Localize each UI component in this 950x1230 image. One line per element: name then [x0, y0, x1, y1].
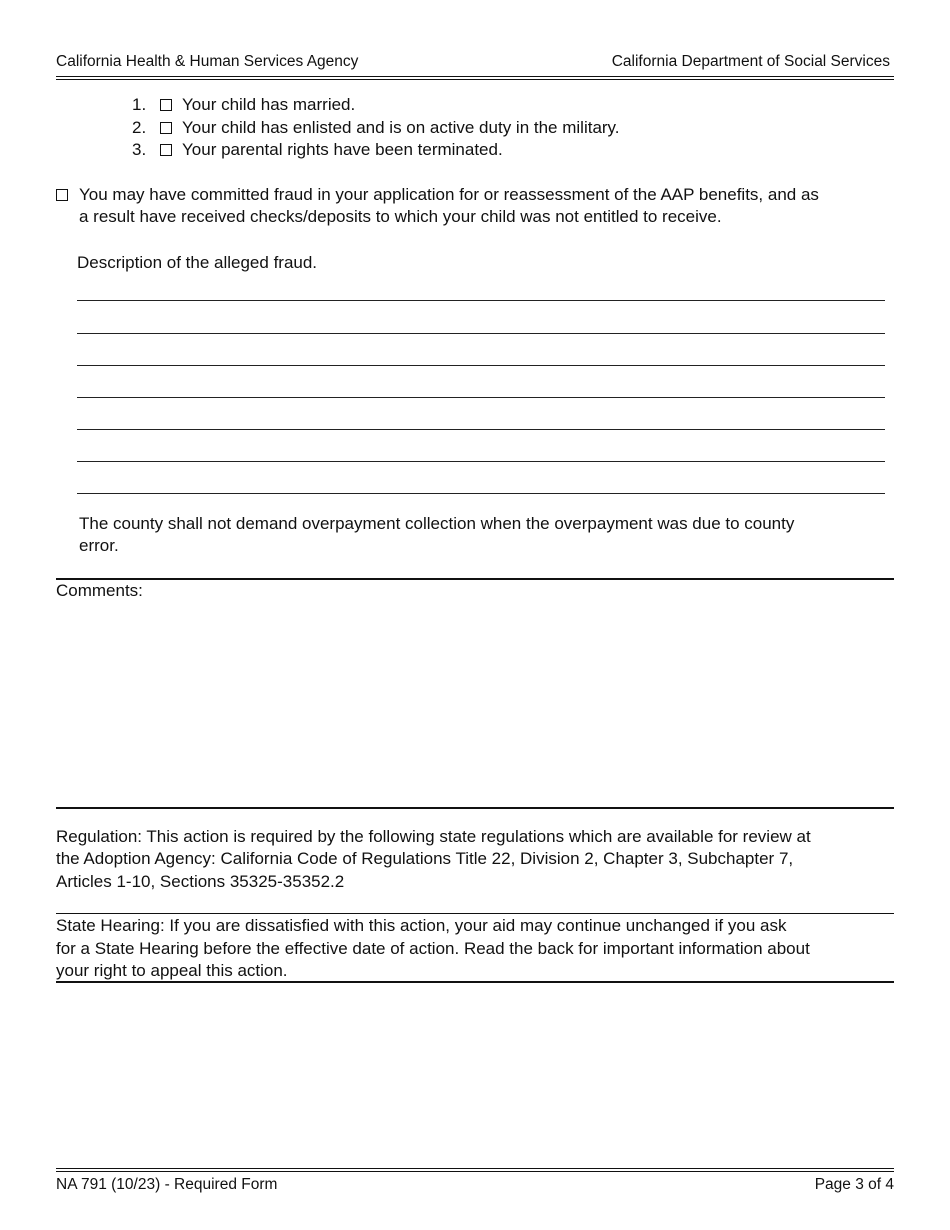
header-rule-top [56, 76, 894, 77]
footer-form-id: NA 791 (10/23) - Required Form [56, 1176, 278, 1193]
reason-2-text: Your child has enlisted and is on active duty in the military. [182, 118, 620, 137]
header-department: California Department of Social Services [611, 53, 890, 70]
footer-rule-top [56, 1168, 894, 1169]
fraud-description-line[interactable] [77, 300, 885, 301]
comments-bottom-rule [56, 807, 894, 809]
reason-number: 2. [132, 118, 147, 137]
fraud-description-line[interactable] [77, 397, 885, 398]
comments-area[interactable] [56, 604, 894, 804]
fraud-text-line-2: a result have received checks/deposits to which your child was not entitled to receive. [79, 207, 722, 226]
reason-number: 1. [132, 95, 147, 114]
fraud-description-line[interactable] [77, 365, 885, 366]
county-note-line-2: error. [79, 536, 119, 555]
reason-3-text: Your parental rights have been terminated. [182, 140, 503, 159]
comments-label: Comments: [56, 581, 143, 600]
state-hearing-bottom-rule [56, 981, 894, 983]
state-hearing-line-2: for a State Hearing before the effective date of action. Read the back for important information about [56, 939, 810, 958]
regulation-line-3: Articles 1-10, Sections 35325-35352.2 [56, 872, 345, 891]
state-hearing-line-3: your right to appeal this action. [56, 961, 288, 980]
reason-number: 3. [132, 140, 147, 159]
fraud-checkbox[interactable] [56, 189, 68, 201]
reason-2-checkbox[interactable] [160, 122, 172, 134]
reason-1-text: Your child has married. [182, 95, 356, 114]
header-rule-bottom [56, 79, 894, 80]
fraud-text-line-1: You may have committed fraud in your application for or reassessment of the AAP benefits, and as [79, 185, 819, 204]
regulation-line-2: the Adoption Agency: California Code of Regulations Title 22, Division 2, Chapter 3, Subchapter 7, [56, 849, 794, 868]
fraud-description-line[interactable] [77, 493, 885, 494]
header-agency: California Health & Human Services Agency [56, 53, 359, 70]
comments-top-rule [56, 578, 894, 580]
county-note-line-1: The county shall not demand overpayment collection when the overpayment was due to county [79, 514, 795, 533]
fraud-description-line[interactable] [77, 461, 885, 462]
state-hearing-line-1: State Hearing: If you are dissatisfied with this action, your aid may continue unchanged if you ask [56, 916, 787, 935]
footer-rule-bottom [56, 1171, 894, 1172]
reason-1-checkbox[interactable] [160, 99, 172, 111]
fraud-description-line[interactable] [77, 333, 885, 334]
regulation-line-1: Regulation: This action is required by the following state regulations which are available for review at [56, 827, 811, 846]
footer-page-number: Page 3 of 4 [814, 1176, 894, 1193]
reason-3-checkbox[interactable] [160, 144, 172, 156]
fraud-description-label: Description of the alleged fraud. [77, 253, 318, 272]
state-hearing-top-rule [56, 913, 894, 914]
fraud-description-line[interactable] [77, 429, 885, 430]
